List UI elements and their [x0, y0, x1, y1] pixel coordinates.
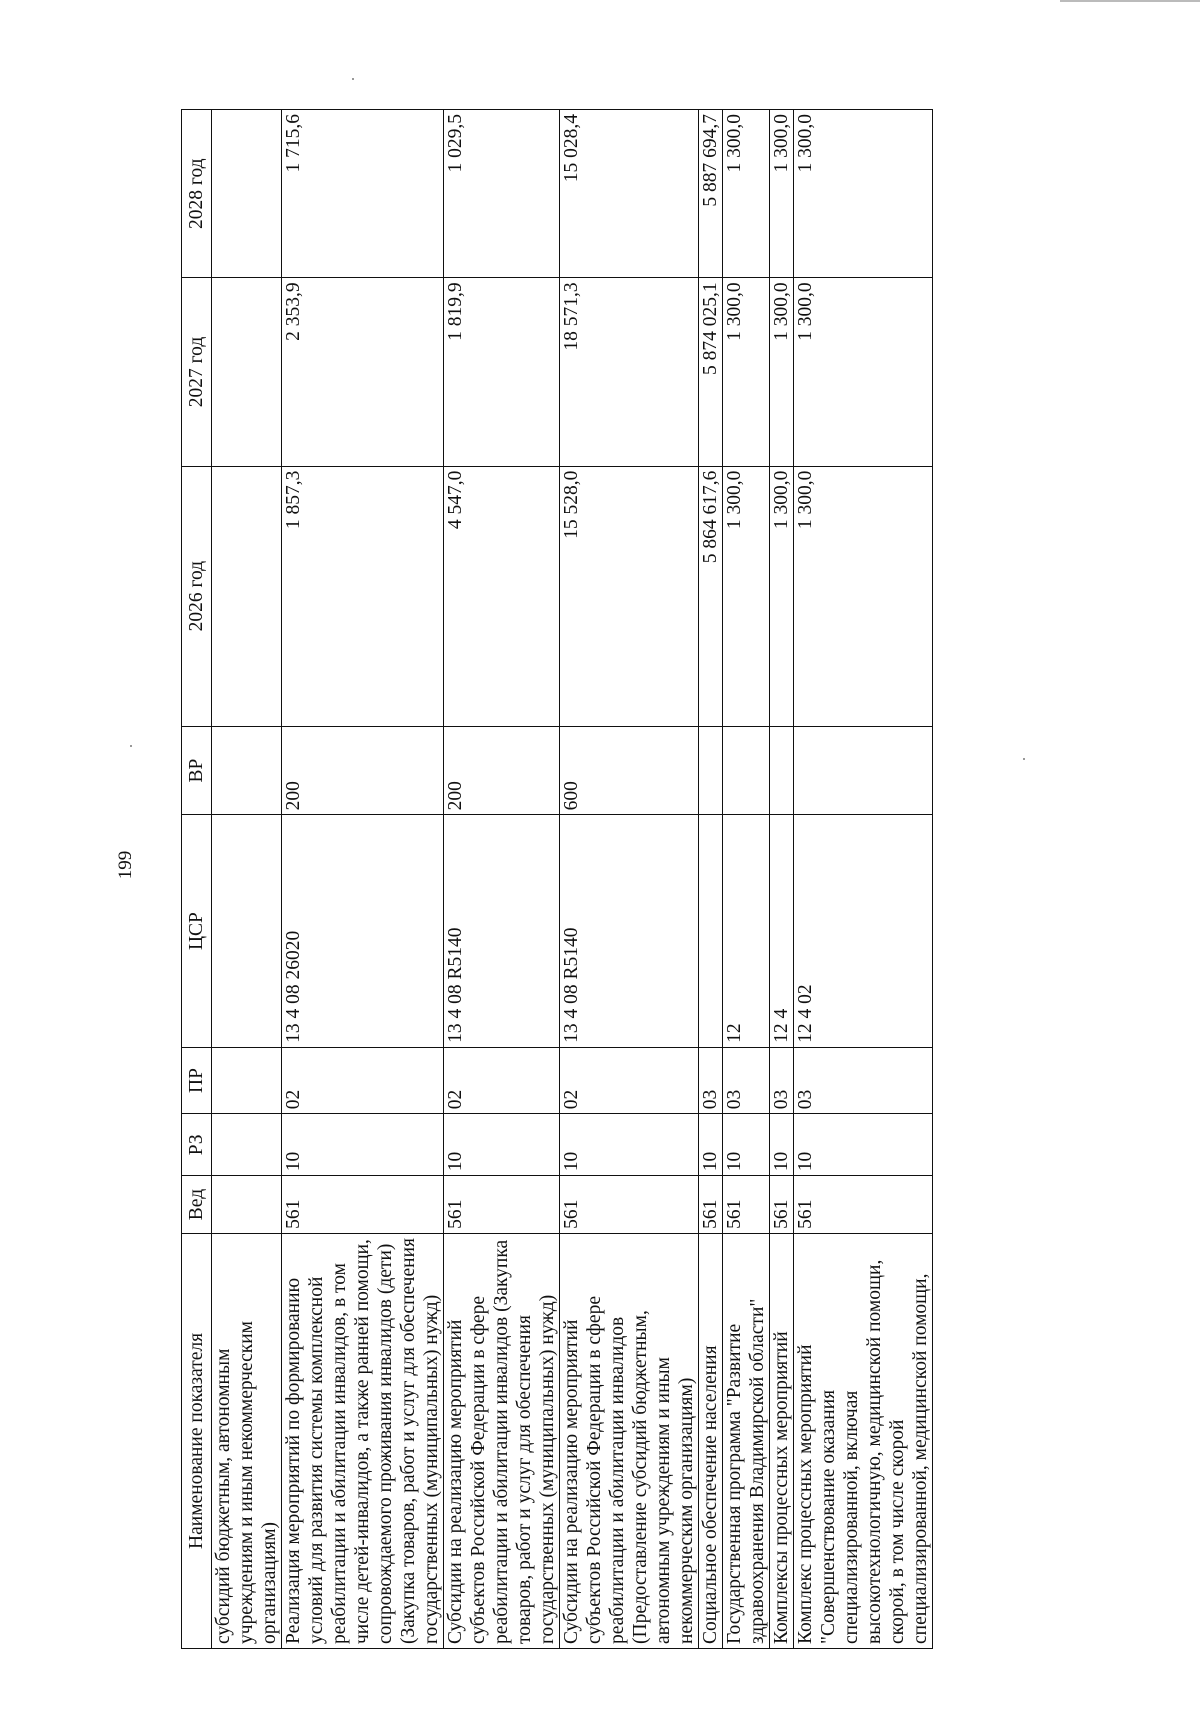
cell-vr	[770, 726, 794, 815]
cell-2028: 1 300,0	[794, 110, 933, 278]
cell-rz: 10	[560, 1114, 699, 1176]
scan-speck	[130, 745, 132, 747]
cell-pr: 02	[560, 1047, 699, 1113]
cell-rz	[212, 1114, 282, 1176]
cell-csr: 12 4	[770, 815, 794, 1048]
cell-vr	[723, 726, 770, 815]
cell-2026: 4 547,0	[444, 466, 560, 726]
cell-2027: 1 300,0	[723, 278, 770, 466]
header-2026: 2026 год	[182, 466, 212, 726]
cell-pr: 03	[794, 1047, 933, 1113]
cell-2027: 1 300,0	[794, 278, 933, 466]
cell-rz: 10	[444, 1114, 560, 1176]
cell-name: Комплекс процессных мероприятий "Совершенствование оказания специализированной, включая высокотехнологичную, медицинской помощи, скорой, в том числе скорой специализированной, медицинской помощи,	[794, 1233, 933, 1648]
cell-ved: 561	[770, 1176, 794, 1234]
cell-csr	[212, 815, 282, 1048]
cell-rz: 10	[794, 1114, 933, 1176]
budget-table	[181, 109, 933, 1649]
cell-ved: 561	[699, 1176, 723, 1234]
cell-2026: 1 300,0	[723, 466, 770, 726]
cell-pr: 02	[282, 1047, 444, 1113]
cell-2026: 5 864 617,6	[699, 466, 723, 726]
scan-edge-line	[1060, 0, 1200, 2]
cell-csr: 12	[723, 815, 770, 1048]
table-row	[723, 110, 770, 1649]
cell-name: Социальное обеспечение населения	[699, 1233, 723, 1648]
cell-ved: 561	[723, 1176, 770, 1234]
table-rotation-wrapper	[181, 109, 1121, 1649]
cell-pr: 03	[699, 1047, 723, 1113]
cell-2028: 1 300,0	[770, 110, 794, 278]
cell-2027: 2 353,9	[282, 278, 444, 466]
cell-vr: 600	[560, 726, 699, 815]
cell-rz: 10	[282, 1114, 444, 1176]
cell-name: Субсидии на реализацию мероприятий субъектов Российской Федерации в сфере реабилитации и абилитации инвалидов (Предоставление субсидий бюджетным, автономным учреждениям и иным некоммерческим организациям)	[560, 1233, 699, 1648]
cell-ved: 561	[794, 1176, 933, 1234]
cell-2028: 1 029,5	[444, 110, 560, 278]
cell-ved	[212, 1176, 282, 1234]
cell-rz: 10	[699, 1114, 723, 1176]
header-rz: РЗ	[182, 1114, 212, 1176]
cell-2026: 15 528,0	[560, 466, 699, 726]
cell-csr: 13 4 08 R5140	[560, 815, 699, 1048]
cell-pr: 02	[444, 1047, 560, 1113]
cell-vr: 200	[444, 726, 560, 815]
cell-csr: 13 4 08 26020	[282, 815, 444, 1048]
cell-2027	[212, 278, 282, 466]
cell-ved: 561	[560, 1176, 699, 1234]
cell-2026: 1 300,0	[770, 466, 794, 726]
cell-vr	[212, 726, 282, 815]
table-row	[282, 110, 444, 1649]
cell-name: Реализация мероприятий по формированию условий для развития системы комплексной реабилитации и абилитации инвалидов, в том числе детей-инвалидов, а также ранней помощи, сопровождаемого проживания инвалидов (дети) (Закупка товаров, работ и услуг для обеспечения государственных (муниципальных) нужд)	[282, 1233, 444, 1648]
table-row	[212, 110, 282, 1649]
scan-speck	[352, 78, 354, 80]
cell-2028: 5 887 694,7	[699, 110, 723, 278]
cell-ved: 561	[444, 1176, 560, 1234]
page-number: 199	[115, 850, 136, 880]
cell-ved: 561	[282, 1176, 444, 1234]
table-row	[699, 110, 723, 1649]
table-row	[444, 110, 560, 1649]
table-row	[770, 110, 794, 1649]
cell-name: субсидий бюджетным, автономным учреждениям и иным некоммерческим организациям)	[212, 1233, 282, 1648]
table-row	[794, 110, 933, 1649]
cell-2027: 18 571,3	[560, 278, 699, 466]
cell-2028: 15 028,4	[560, 110, 699, 278]
cell-name: Субсидии на реализацию мероприятий субъектов Российской Федерации в сфере реабилитации и абилитации инвалидов (Закупка товаров, работ и услуг для обеспечения государственных (муниципальных) нужд)	[444, 1233, 560, 1648]
cell-vr	[699, 726, 723, 815]
header-row	[182, 110, 212, 1649]
header-2027: 2027 год	[182, 278, 212, 466]
header-csr: ЦСР	[182, 815, 212, 1048]
cell-vr: 200	[282, 726, 444, 815]
cell-2027: 5 874 025,1	[699, 278, 723, 466]
header-ved: Вед	[182, 1176, 212, 1234]
cell-2028: 1 300,0	[723, 110, 770, 278]
cell-2026	[212, 466, 282, 726]
cell-2026: 1 300,0	[794, 466, 933, 726]
header-pr: ПР	[182, 1047, 212, 1113]
cell-name: Комплексы процессных мероприятий	[770, 1233, 794, 1648]
cell-pr	[212, 1047, 282, 1113]
cell-csr: 12 4 02	[794, 815, 933, 1048]
cell-2028	[212, 110, 282, 278]
cell-csr	[699, 815, 723, 1048]
cell-pr: 03	[770, 1047, 794, 1113]
cell-2026: 1 857,3	[282, 466, 444, 726]
cell-csr: 13 4 08 R5140	[444, 815, 560, 1048]
cell-2027: 1 819,9	[444, 278, 560, 466]
cell-pr: 03	[723, 1047, 770, 1113]
cell-2028: 1 715,6	[282, 110, 444, 278]
header-vr: ВР	[182, 726, 212, 815]
header-2028: 2028 год	[182, 110, 212, 278]
cell-rz: 10	[723, 1114, 770, 1176]
cell-2027: 1 300,0	[770, 278, 794, 466]
cell-name: Государственная программа "Развитие здравоохранения Владимирской области"	[723, 1233, 770, 1648]
header-name: Наименование показателя	[182, 1233, 212, 1648]
table-row	[560, 110, 699, 1649]
cell-rz: 10	[770, 1114, 794, 1176]
cell-vr	[794, 726, 933, 815]
